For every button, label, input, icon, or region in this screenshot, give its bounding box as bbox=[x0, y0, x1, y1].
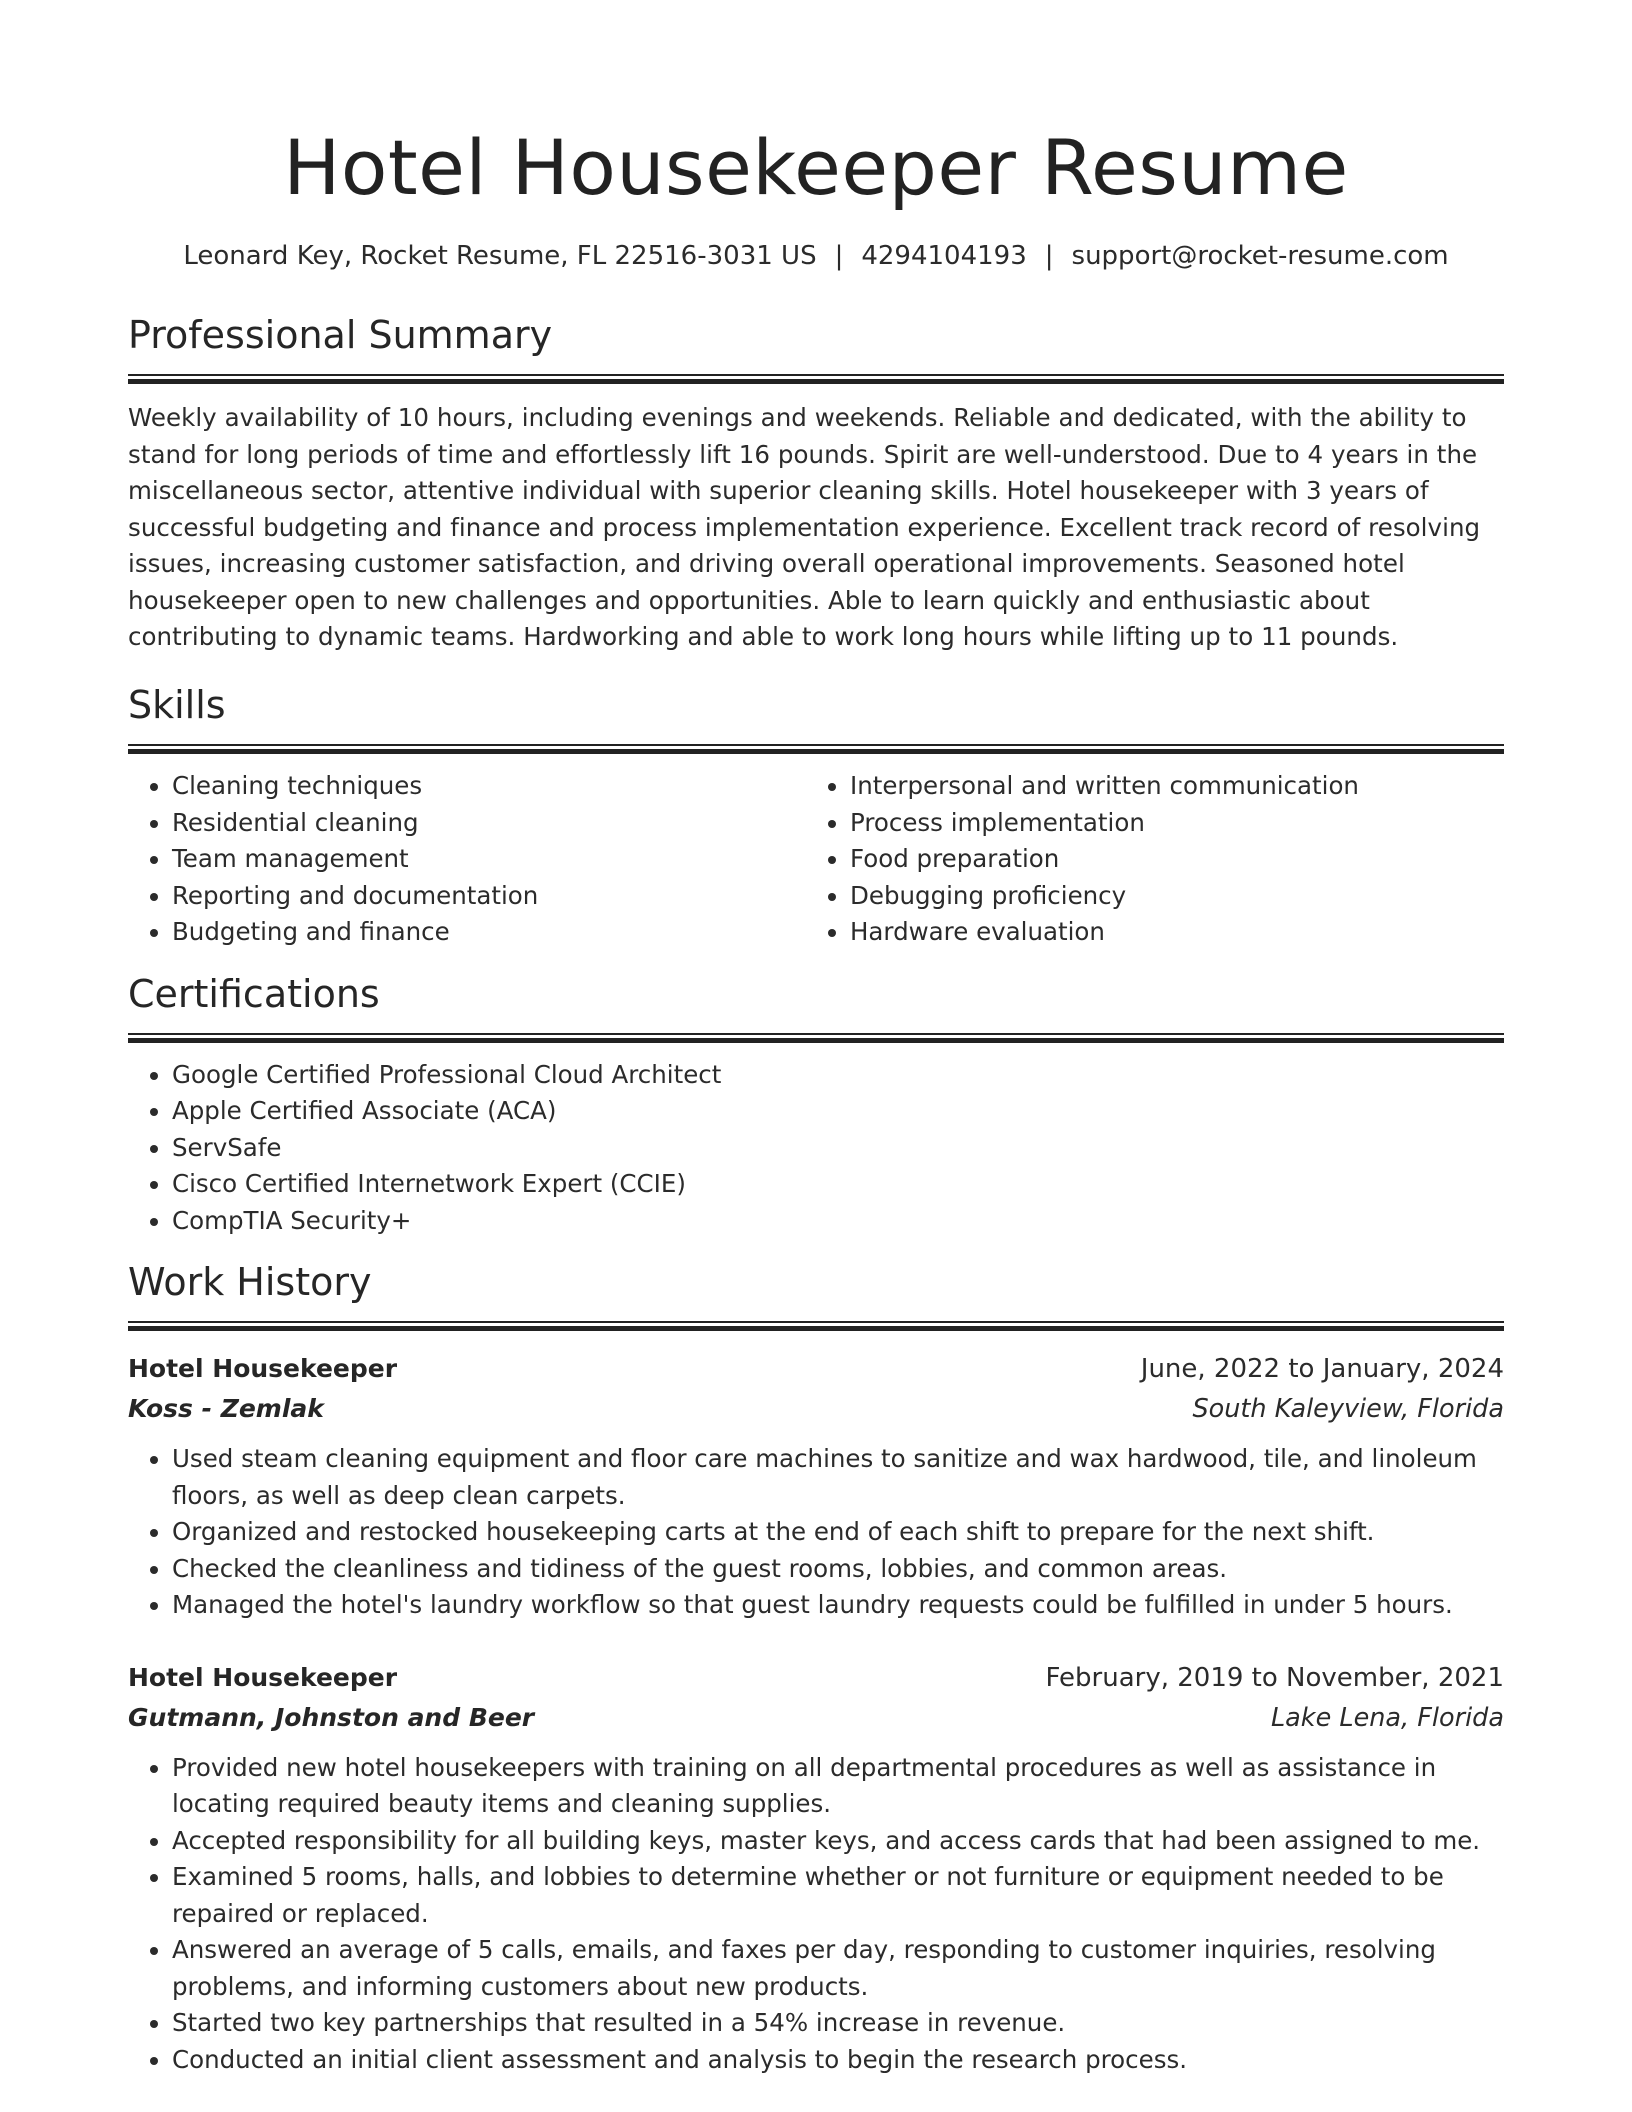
job-location: Lake Lena, Florida bbox=[1270, 1702, 1504, 1733]
job-duty-item: • Examined 5 rooms, halls, and lobbies to determine whether or not furniture or equipment needed to be repaired or replaced. bbox=[172, 1859, 1504, 1932]
contact-phone: 4294104193 bbox=[861, 241, 1027, 271]
job-dates: February, 2019 to November, 2021 bbox=[1045, 1662, 1504, 1693]
skills-grid bbox=[128, 768, 1504, 951]
job-duty-item: • Answered an average of 5 calls, emails, and faxes per day, responding to customer inquiries, resolving problems, and informing customers about new products. bbox=[172, 1932, 1504, 2005]
section-divider bbox=[128, 744, 1504, 754]
job-duties-list bbox=[128, 1750, 1504, 2079]
skill-item: • Cleaning techniques bbox=[172, 768, 806, 805]
certification-item: • Google Certified Professional Cloud Architect bbox=[172, 1057, 1504, 1094]
skill-item: • Residential cleaning bbox=[172, 805, 806, 842]
skills-section bbox=[128, 680, 1504, 951]
job-duty-item: • Accepted responsibility for all building keys, master keys, and access cards that had been assigned to me. bbox=[172, 1823, 1504, 1860]
job-company: Gutmann, Johnston and Beer bbox=[128, 1702, 535, 1732]
page-title: Hotel Housekeeper Resume bbox=[283, 123, 1349, 212]
skill-item: • Food preparation bbox=[850, 841, 1504, 878]
contact-email: support@rocket-resume.com bbox=[1071, 241, 1449, 271]
job-duty-item: • Checked the cleanliness and tidiness of the guest rooms, lobbies, and common areas. bbox=[172, 1551, 1504, 1588]
certifications-heading: Certifications bbox=[128, 971, 380, 1016]
job-company-row bbox=[128, 1389, 1504, 1429]
skill-item: • Budgeting and finance bbox=[172, 914, 806, 951]
job-duty-item: • Used steam cleaning equipment and floor care machines to sanitize and wax hardwood, tile, and linoleum floors, as well as deep clean carpets. bbox=[172, 1441, 1504, 1514]
skill-item: • Reporting and documentation bbox=[172, 878, 806, 915]
skill-item: • Interpersonal and written communication bbox=[850, 768, 1504, 805]
section-divider bbox=[128, 1033, 1504, 1043]
certification-item: • CompTIA Security+ bbox=[172, 1203, 1504, 1240]
job-title: Hotel Housekeeper bbox=[128, 1354, 398, 1383]
job-entry bbox=[128, 1349, 1504, 1624]
work-history-heading: Work History bbox=[128, 1260, 372, 1304]
job-company: Koss - Zemlak bbox=[128, 1394, 324, 1423]
certification-item: • Cisco Certified Internetwork Expert (CCIE) bbox=[172, 1166, 1504, 1203]
certifications-section bbox=[128, 969, 1504, 1240]
summary-heading: Professional Summary bbox=[128, 313, 553, 357]
skill-item: • Hardware evaluation bbox=[850, 914, 1504, 951]
job-duty-item: • Provided new hotel housekeepers with training on all departmental procedures as well as assistance in locating required beauty items and cleaning supplies. bbox=[172, 1750, 1504, 1823]
summary-section bbox=[128, 310, 1504, 656]
job-duty-item: • Managed the hotel's laundry workflow so that guest laundry requests could be fulfilled in under 5 hours. bbox=[172, 1587, 1504, 1624]
work-history-section bbox=[128, 1257, 1504, 2078]
job-duties-list bbox=[128, 1441, 1504, 1624]
job-dates: June, 2022 to January, 2024 bbox=[1140, 1354, 1504, 1384]
certifications-list bbox=[128, 1057, 1504, 1240]
job-header-row bbox=[128, 1658, 1504, 1698]
job-duty-item: • Organized and restocked housekeeping carts at the end of each shift to prepare for the next shift. bbox=[172, 1514, 1504, 1551]
contact-line bbox=[128, 238, 1504, 274]
job-company-row bbox=[128, 1698, 1504, 1738]
summary-text: Weekly availability of 10 hours, including evenings and weekends. Reliable and dedicated, with the ability to stand for long periods of time and effortlessly lift 16 pounds. Spirit are well-understood. Due to 4 years in the miscellaneous sector, attentive individual with superior cleaning skills. Hotel housekeeper with 3 years of successful budgeting and finance and process implementation experience. Excellent track record of resolving issues, increasing customer satisfaction, and driving overall operational improvements. Seasoned hotel housekeeper open to new challenges and opportunities. Able to learn quickly and enthusiastic about contributing to dynamic teams. Hardworking and able to work long hours while lifting up to 11 pounds. bbox=[128, 403, 1481, 651]
job-entry bbox=[128, 1658, 1504, 2079]
job-duty-item: • Started two key partnerships that resulted in a 54% increase in revenue. bbox=[172, 2005, 1504, 2042]
contact-separator: | bbox=[834, 241, 844, 271]
skill-item: • Debugging proficiency bbox=[850, 878, 1504, 915]
job-title: Hotel Housekeeper bbox=[128, 1662, 398, 1692]
job-duty-item: • Conducted an initial client assessment and analysis to begin the research process. bbox=[172, 2042, 1504, 2079]
job-location: South Kaleyview, Florida bbox=[1192, 1394, 1504, 1424]
certification-item: • Apple Certified Associate (ACA) bbox=[172, 1093, 1504, 1130]
section-divider bbox=[128, 374, 1504, 384]
skills-list-left bbox=[128, 768, 806, 951]
contact-separator: | bbox=[1044, 241, 1054, 271]
job-header-row bbox=[128, 1349, 1504, 1389]
skills-heading: Skills bbox=[128, 683, 226, 727]
skill-item: • Process implementation bbox=[850, 805, 1504, 842]
section-divider bbox=[128, 1321, 1504, 1331]
certification-item: • ServSafe bbox=[172, 1130, 1504, 1167]
contact-address: Leonard Key, Rocket Resume, FL 22516-3031 US bbox=[183, 241, 817, 271]
skills-list-right bbox=[806, 768, 1504, 951]
skill-item: • Team management bbox=[172, 841, 806, 878]
